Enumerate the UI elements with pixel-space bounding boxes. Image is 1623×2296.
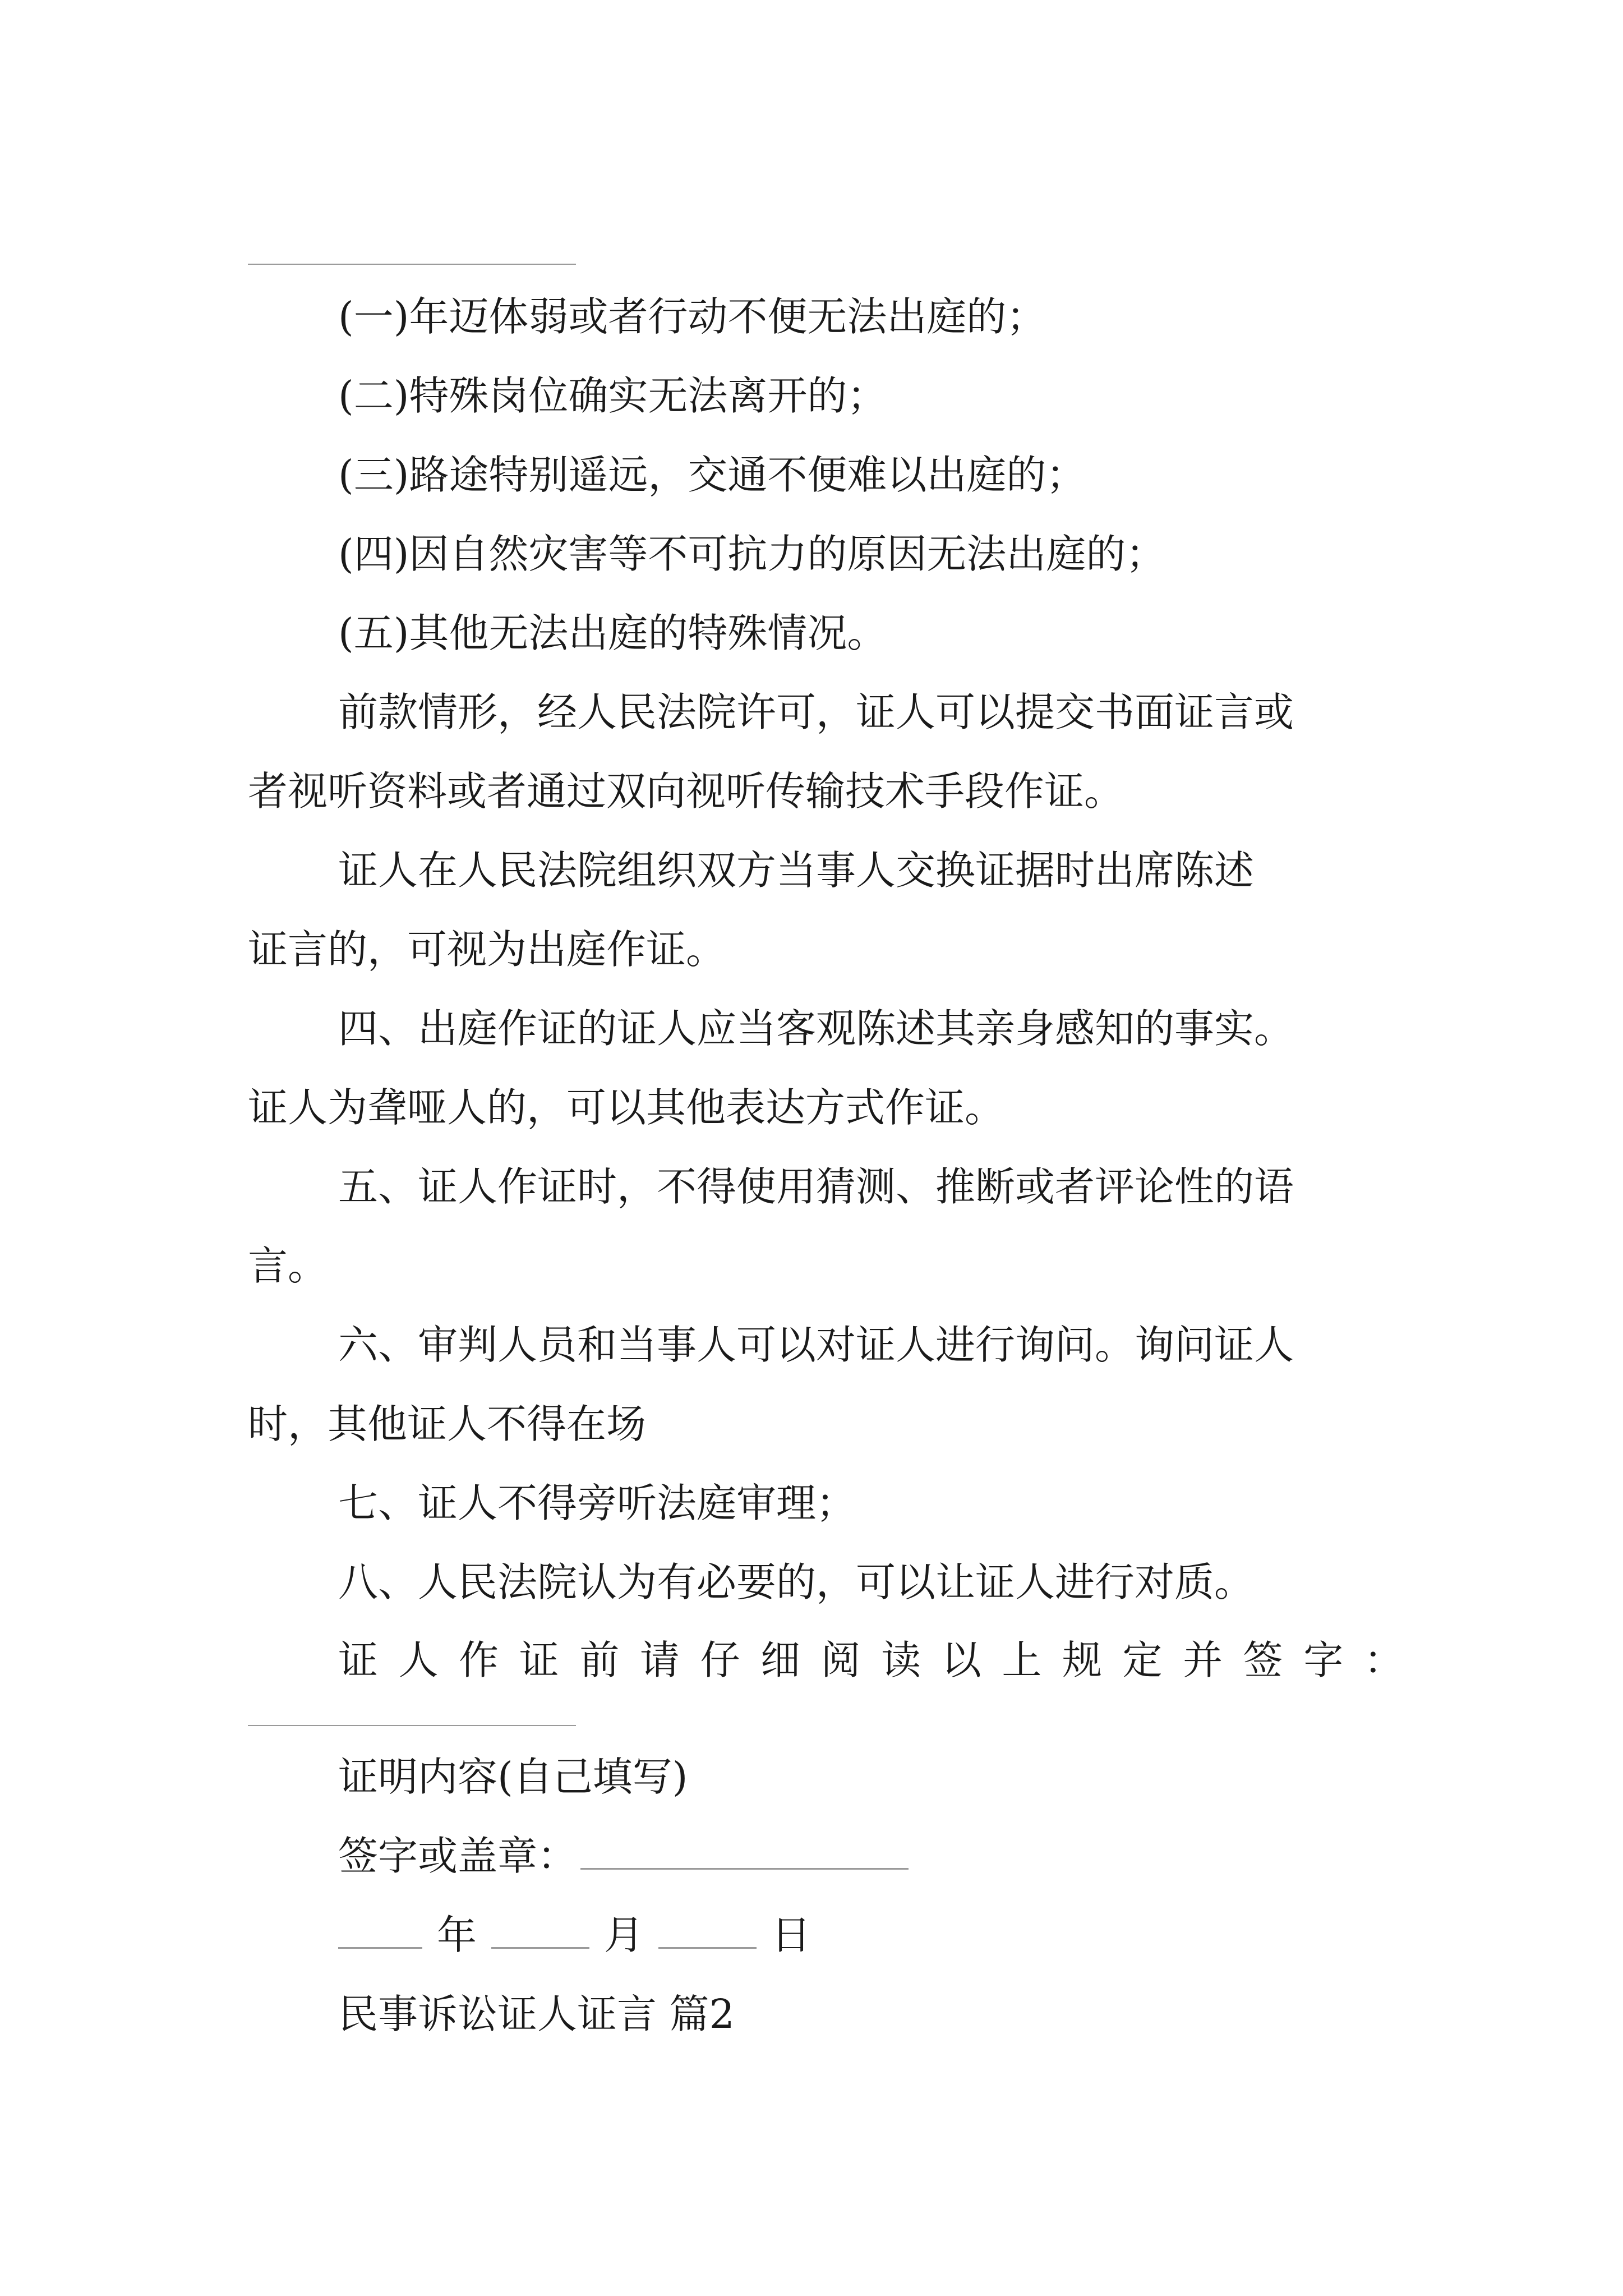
instruction-char: 人 xyxy=(398,1637,439,1683)
signing-instruction xyxy=(338,1632,1404,1688)
instruction-char: 上 xyxy=(1002,1637,1042,1683)
signature-blank[interactable] xyxy=(580,1831,909,1870)
instruction-char: 证 xyxy=(519,1637,559,1683)
instruction-char: 并 xyxy=(1183,1637,1223,1683)
year-label: 年 xyxy=(437,1912,477,1958)
instruction-char: 规 xyxy=(1062,1637,1102,1683)
instruction-char: 读 xyxy=(881,1637,921,1683)
paragraph-line: 言。 xyxy=(248,1243,328,1289)
instruction-char: 字 xyxy=(1303,1637,1344,1683)
day-label: 日 xyxy=(771,1912,811,1958)
paragraph-line: 七、证人不得旁听法庭审理； xyxy=(338,1480,856,1526)
instruction-char: 阅 xyxy=(820,1637,861,1683)
paragraph-line: 四、出庭作证的证人应当客观陈述其亲身感知的事实。 xyxy=(338,1005,1294,1052)
content-label: 证明内容(自己填写) xyxy=(338,1754,688,1800)
instruction-char: 请 xyxy=(639,1637,680,1683)
top-divider xyxy=(248,264,576,265)
paragraph-line: 六、审判人员和当事人可以对证人进行询问。询问证人 xyxy=(338,1322,1294,1368)
month-blank[interactable] xyxy=(491,1910,589,1949)
paragraph-line: 者视听资料或者通过双向视听传输技术手段作证。 xyxy=(248,768,1124,815)
paragraph-line: 证言的，可视为出庭作证。 xyxy=(248,926,726,973)
paragraph-line: 前款情形，经人民法院许可，证人可以提交书面证言或 xyxy=(338,689,1294,735)
paragraph-line: 证人为聋哑人的，可以其他表达方式作证。 xyxy=(248,1084,1005,1131)
instruction-char: 签 xyxy=(1243,1637,1283,1683)
month-label: 月 xyxy=(604,1912,644,1958)
instruction-char: 仔 xyxy=(700,1637,740,1683)
paragraph-line: 证人在人民法院组织双方当事人交换证据时出席陈述 xyxy=(338,847,1255,894)
list-item: (一)年迈体弱或者行动不便无法出庭的； xyxy=(338,293,1046,340)
list-item: (四)因自然灾害等不可抗力的原因无法出庭的； xyxy=(338,531,1166,577)
list-item: (二)特殊岗位确实无法离开的； xyxy=(338,372,887,419)
instruction-char: ： xyxy=(1363,1637,1404,1683)
signature-divider xyxy=(248,1725,576,1726)
instruction-char: 以 xyxy=(941,1637,981,1683)
signature-row xyxy=(338,1828,1493,1884)
date-row xyxy=(338,1907,1493,1963)
paragraph-line: 八、人民法院认为有必要的，可以让证人进行对质。 xyxy=(338,1559,1255,1605)
list-item: (三)路途特别遥远，交通不便难以出庭的； xyxy=(338,452,1086,498)
instruction-char: 证 xyxy=(338,1637,379,1683)
instruction-char: 细 xyxy=(760,1637,801,1683)
paragraph-line: 五、证人作证时，不得使用猜测、推断或者评论性的语 xyxy=(338,1163,1294,1210)
instruction-char: 定 xyxy=(1122,1637,1163,1683)
section-heading: 民事诉讼证人证言 篇2 xyxy=(338,1991,735,2037)
day-blank[interactable] xyxy=(658,1910,757,1949)
instruction-char: 前 xyxy=(579,1637,620,1683)
year-blank[interactable] xyxy=(338,1910,422,1949)
paragraph-line: 时，其他证人不得在场 xyxy=(248,1401,647,1447)
instruction-char: 作 xyxy=(459,1637,499,1683)
signature-label: 签字或盖章： xyxy=(338,1833,578,1879)
list-item: (五)其他无法出庭的特殊情况。 xyxy=(338,610,887,656)
